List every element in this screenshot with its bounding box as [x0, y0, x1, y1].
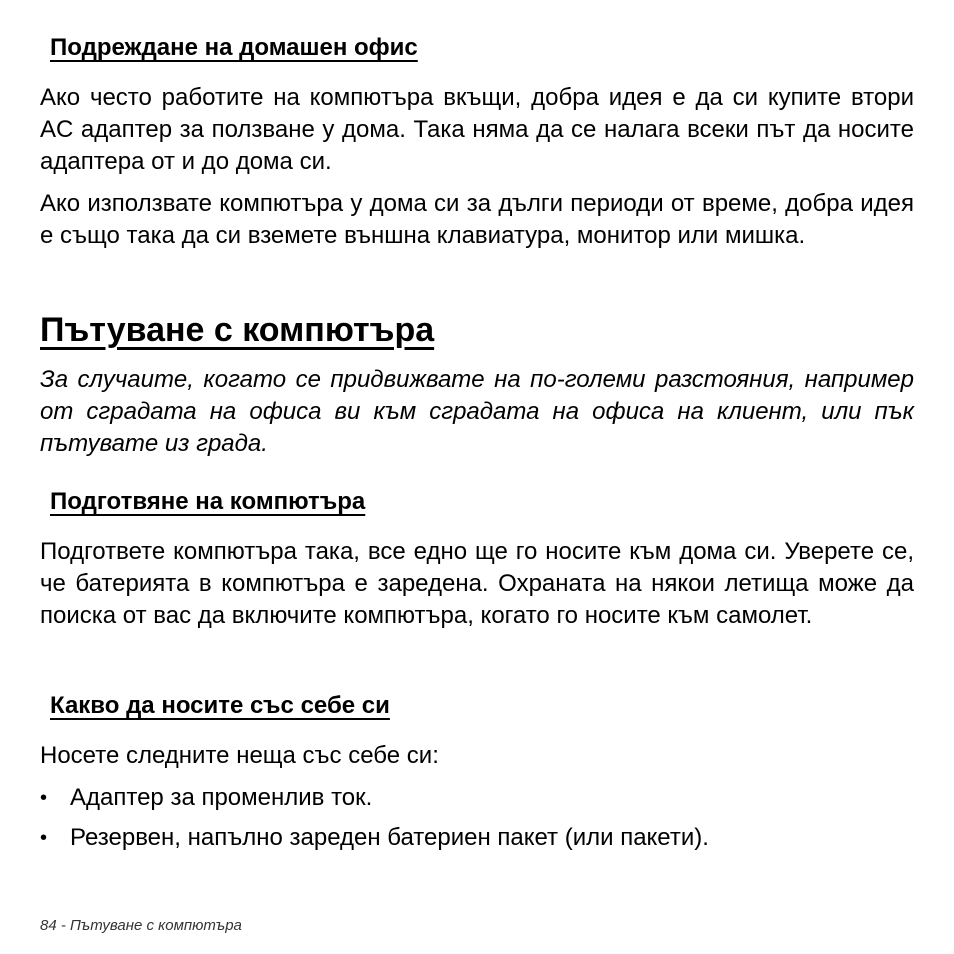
bullet-icon: •	[40, 827, 48, 849]
heading-traveling: Пътуване с компютъра	[40, 311, 435, 349]
paragraph-home-office-peripherals: Ако използвате компютъра у дома си за дълги периоди от време, добра идея е също така да си вземете външна клавиатура, монитор или мишка.	[40, 190, 914, 249]
paragraph-traveling-intro: За случаите, когато се придвижвате на по-големи разстояния, например от сградата на офиса ви към сградата на офиса на клиент, или пък пътувате из града.	[40, 366, 914, 457]
bullet-list	[40, 784, 914, 864]
paragraph-preparing: Подгответе компютъра така, все едно ще го носите към дома си. Уверете се, че батерията в компютъра е заредена. Охраната на някои летища може да поиска от вас да включите компютъра, когато го носите към самолет.	[40, 538, 914, 629]
page-footer: 84 - Пътуване с компютъра	[40, 917, 242, 934]
heading-what-to-bring: Какво да носите със себе си	[50, 692, 390, 719]
list-item	[40, 784, 914, 812]
heading-home-office: Подреждане на домашен офис	[50, 34, 418, 61]
paragraph-what-to-bring-intro: Носете следните неща със себе си:	[40, 742, 439, 769]
list-item	[40, 824, 914, 852]
bullet-icon: •	[40, 787, 48, 809]
list-item-text: Адаптер за променлив ток.	[70, 784, 373, 811]
list-item-text: Резервен, напълно зареден батериен пакет (или пакети).	[70, 824, 709, 851]
paragraph-home-office-adapter: Ако често работите на компютъра вкъщи, добра идея е да си купите втори AC адаптер за ползване у дома. Така няма да се налага всеки път да носите адаптера от и до дома си.	[40, 84, 914, 175]
heading-preparing: Подготвяне на компютъра	[50, 488, 366, 515]
document-page	[40, 0, 914, 954]
